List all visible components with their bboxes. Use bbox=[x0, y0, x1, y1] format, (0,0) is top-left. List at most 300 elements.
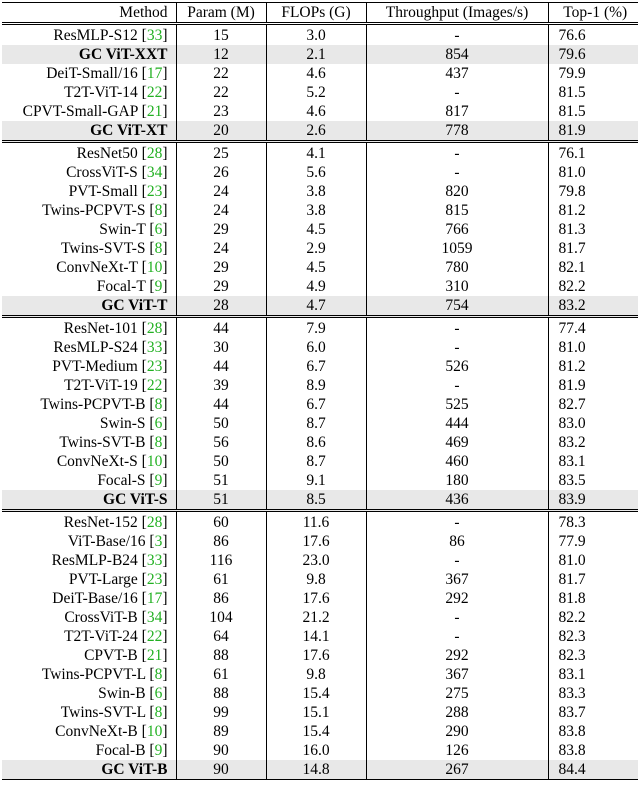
throughput-cell: - bbox=[366, 511, 548, 533]
citation-link[interactable]: 9 bbox=[154, 472, 163, 489]
param-cell: 20 bbox=[176, 121, 266, 142]
flops-cell: 4.6 bbox=[266, 102, 366, 121]
param-cell: 50 bbox=[176, 452, 266, 471]
flops-cell: 6.0 bbox=[266, 338, 366, 357]
method-cell: Twins-PCPVT-S [8] bbox=[2, 201, 176, 220]
flops-cell: 17.6 bbox=[266, 589, 366, 608]
table-group-3 bbox=[2, 317, 638, 511]
method-cell: ConvNeXt-T [10] bbox=[2, 258, 176, 277]
flops-cell: 14.8 bbox=[266, 760, 366, 780]
method-cell bbox=[2, 760, 176, 780]
flops-cell: 4.7 bbox=[266, 296, 366, 317]
method-name: Twins-PCPVT-S bbox=[42, 202, 146, 219]
table-row bbox=[2, 201, 638, 220]
method-cell: ConvNeXt-B [10] bbox=[2, 722, 176, 741]
throughput-cell: 275 bbox=[366, 684, 548, 703]
citation-link[interactable]: 28 bbox=[146, 320, 163, 337]
method-name: Twins-SVT-B bbox=[59, 434, 146, 451]
citation-link[interactable]: 3 bbox=[154, 533, 163, 550]
method-cell: Twins-SVT-L [8] bbox=[2, 703, 176, 722]
param-cell: 23 bbox=[176, 102, 266, 121]
throughput-cell: 820 bbox=[366, 182, 548, 201]
throughput-cell: 815 bbox=[366, 201, 548, 220]
method-cell bbox=[2, 490, 176, 511]
method-cell: Twins-SVT-S [8] bbox=[2, 239, 176, 258]
header-row bbox=[2, 3, 638, 24]
method-name: CrossViT-S bbox=[66, 164, 138, 181]
table-row bbox=[2, 665, 638, 684]
throughput-cell: 444 bbox=[366, 414, 548, 433]
throughput-cell: 86 bbox=[366, 532, 548, 551]
method-name: ViT-Base/16 bbox=[67, 533, 146, 550]
method-name: ResMLP-S24 bbox=[53, 339, 138, 356]
flops-cell: 6.7 bbox=[266, 357, 366, 376]
method-name: Twins-SVT-L bbox=[60, 704, 146, 721]
top1-cell: 83.3 bbox=[558, 685, 586, 702]
method-name: ConvNeXt-T bbox=[56, 259, 138, 276]
top1-cell: 81.5 bbox=[558, 84, 586, 101]
method-name: ConvNeXt-S bbox=[56, 453, 138, 470]
table-row bbox=[2, 142, 638, 164]
flops-cell: 14.1 bbox=[266, 627, 366, 646]
top1-cell: 83.1 bbox=[558, 666, 586, 683]
citation-link[interactable]: 33 bbox=[146, 552, 163, 569]
top1-cell: 81.2 bbox=[558, 202, 586, 219]
table-row bbox=[2, 760, 638, 780]
table-row bbox=[2, 490, 638, 511]
table-row bbox=[2, 258, 638, 277]
citation-link[interactable]: 10 bbox=[146, 453, 163, 470]
citation-link[interactable]: 6 bbox=[154, 685, 163, 702]
throughput-cell: 126 bbox=[366, 741, 548, 760]
citation-link[interactable]: 6 bbox=[154, 221, 163, 238]
citation-link[interactable]: 8 bbox=[154, 704, 163, 721]
table-row bbox=[2, 414, 638, 433]
table-row bbox=[2, 83, 638, 102]
flops-cell: 21.2 bbox=[266, 608, 366, 627]
method-name: ResMLP-B24 bbox=[51, 552, 138, 569]
param-cell: 51 bbox=[176, 490, 266, 511]
throughput-cell: 310 bbox=[366, 277, 548, 296]
method-name: ResMLP-S12 bbox=[53, 27, 138, 44]
citation-link[interactable]: 10 bbox=[146, 723, 163, 740]
param-cell: 88 bbox=[176, 646, 266, 665]
method-cell: ViT-Base/16 [3] bbox=[2, 532, 176, 551]
method-name: GC ViT-XT bbox=[90, 122, 168, 139]
flops-cell: 4.6 bbox=[266, 64, 366, 83]
top1-cell: 81.9 bbox=[548, 121, 638, 142]
table-row bbox=[2, 589, 638, 608]
top1-cell: 83.8 bbox=[558, 742, 586, 759]
flops-cell: 5.6 bbox=[266, 163, 366, 182]
method-name: GC ViT-S bbox=[103, 491, 168, 508]
method-cell: Twins-PCPVT-B [8] bbox=[2, 395, 176, 414]
table-row bbox=[2, 357, 638, 376]
param-cell: 29 bbox=[176, 277, 266, 296]
table-row bbox=[2, 433, 638, 452]
citation-link[interactable]: 8 bbox=[154, 434, 163, 451]
throughput-cell: 267 bbox=[366, 760, 548, 780]
method-cell: Twins-SVT-B [8] bbox=[2, 433, 176, 452]
method-name: ResNet-101 bbox=[63, 320, 138, 337]
citation-link[interactable]: 22 bbox=[146, 377, 163, 394]
table-row bbox=[2, 395, 638, 414]
top1-cell: 83.0 bbox=[558, 415, 586, 432]
table-row bbox=[2, 338, 638, 357]
param-cell: 50 bbox=[176, 414, 266, 433]
method-name: T2T-ViT-19 bbox=[64, 377, 138, 394]
table-group-1 bbox=[2, 24, 638, 142]
method-cell: Swin-B [6] bbox=[2, 684, 176, 703]
top1-cell: 82.2 bbox=[558, 278, 586, 295]
header-throughput: Throughput (Images/s) bbox=[366, 3, 548, 24]
method-cell: ResMLP-S24 [33] bbox=[2, 338, 176, 357]
flops-cell: 8.7 bbox=[266, 452, 366, 471]
throughput-cell: 526 bbox=[366, 357, 548, 376]
method-name: Focal-T bbox=[96, 278, 146, 295]
top1-cell: 83.5 bbox=[558, 472, 586, 489]
top1-cell: 83.9 bbox=[548, 490, 638, 511]
citation-link[interactable]: 8 bbox=[154, 240, 163, 257]
throughput-cell: - bbox=[366, 376, 548, 395]
method-cell: DeiT-Small/16 [17] bbox=[2, 64, 176, 83]
citation-link[interactable]: 17 bbox=[146, 65, 163, 82]
table-row bbox=[2, 703, 638, 722]
top1-cell: 81.0 bbox=[558, 552, 586, 569]
param-cell: 29 bbox=[176, 258, 266, 277]
citation-link[interactable]: 8 bbox=[154, 666, 163, 683]
table-row bbox=[2, 570, 638, 589]
table-row bbox=[2, 64, 638, 83]
throughput-cell: 292 bbox=[366, 646, 548, 665]
throughput-cell: 854 bbox=[366, 45, 548, 64]
method-cell: CPVT-Small-GAP [21] bbox=[2, 102, 176, 121]
top1-cell: 82.7 bbox=[558, 396, 586, 413]
method-name: CPVT-Small-GAP bbox=[22, 103, 138, 120]
flops-cell: 15.1 bbox=[266, 703, 366, 722]
method-cell: CrossViT-S [34] bbox=[2, 163, 176, 182]
flops-cell: 15.4 bbox=[266, 722, 366, 741]
throughput-cell: - bbox=[366, 627, 548, 646]
param-cell: 24 bbox=[176, 239, 266, 258]
method-name: Focal-B bbox=[95, 742, 146, 759]
throughput-cell: 469 bbox=[366, 433, 548, 452]
method-name: GC ViT-XXT bbox=[78, 46, 168, 63]
citation-link[interactable]: 33 bbox=[146, 27, 163, 44]
flops-cell: 4.5 bbox=[266, 220, 366, 239]
citation-link[interactable]: 9 bbox=[154, 742, 163, 759]
flops-cell: 9.8 bbox=[266, 570, 366, 589]
top1-cell: 76.6 bbox=[558, 27, 586, 44]
throughput-cell: 766 bbox=[366, 220, 548, 239]
citation-link[interactable]: 23 bbox=[146, 571, 163, 588]
throughput-cell: - bbox=[366, 163, 548, 182]
throughput-cell: 367 bbox=[366, 665, 548, 684]
method-cell: T2T-ViT-24 [22] bbox=[2, 627, 176, 646]
table-row bbox=[2, 277, 638, 296]
header-method: Method bbox=[2, 3, 176, 24]
param-cell: 44 bbox=[176, 395, 266, 414]
flops-cell: 6.7 bbox=[266, 395, 366, 414]
header-param: Param (M) bbox=[176, 3, 266, 24]
method-name: GC ViT-T bbox=[101, 297, 168, 314]
flops-cell: 9.8 bbox=[266, 665, 366, 684]
citation-link[interactable]: 28 bbox=[146, 145, 163, 162]
citation-link[interactable]: 21 bbox=[146, 103, 163, 120]
flops-cell: 4.5 bbox=[266, 258, 366, 277]
method-cell: CrossViT-B [34] bbox=[2, 608, 176, 627]
param-cell: 89 bbox=[176, 722, 266, 741]
method-name: GC ViT-B bbox=[101, 761, 168, 778]
table-row bbox=[2, 376, 638, 395]
method-name: Twins-PCPVT-B bbox=[40, 396, 146, 413]
method-name: CrossViT-B bbox=[64, 609, 138, 626]
citation-link[interactable]: 9 bbox=[154, 278, 163, 295]
method-name: T2T-ViT-14 bbox=[64, 84, 138, 101]
throughput-cell: 292 bbox=[366, 589, 548, 608]
method-cell: PVT-Medium [23] bbox=[2, 357, 176, 376]
flops-cell: 8.7 bbox=[266, 414, 366, 433]
param-cell: 104 bbox=[176, 608, 266, 627]
method-name: ResNet-152 bbox=[63, 514, 138, 531]
table-row bbox=[2, 684, 638, 703]
flops-cell: 8.6 bbox=[266, 433, 366, 452]
method-name: Focal-S bbox=[97, 472, 146, 489]
flops-cell: 9.1 bbox=[266, 471, 366, 490]
param-cell: 44 bbox=[176, 317, 266, 339]
top1-cell: 84.4 bbox=[548, 760, 638, 780]
param-cell: 24 bbox=[176, 201, 266, 220]
citation-link[interactable]: 23 bbox=[146, 358, 163, 375]
top1-cell: 79.9 bbox=[558, 65, 586, 82]
table-row bbox=[2, 121, 638, 142]
results-table bbox=[2, 2, 638, 780]
flops-cell: 15.4 bbox=[266, 684, 366, 703]
table-row bbox=[2, 551, 638, 570]
citation-link[interactable]: 33 bbox=[146, 339, 163, 356]
citation-link[interactable]: 22 bbox=[146, 628, 163, 645]
table-header bbox=[2, 3, 638, 24]
flops-cell: 4.9 bbox=[266, 277, 366, 296]
method-cell: Swin-T [6] bbox=[2, 220, 176, 239]
citation-link[interactable]: 17 bbox=[146, 590, 163, 607]
table-row bbox=[2, 102, 638, 121]
table-group-4 bbox=[2, 511, 638, 780]
throughput-cell: - bbox=[366, 317, 548, 339]
method-name: DeiT-Base/16 bbox=[52, 590, 138, 607]
top1-cell: 76.1 bbox=[558, 145, 586, 162]
flops-cell: 7.9 bbox=[266, 317, 366, 339]
method-name: Swin-S bbox=[99, 415, 146, 432]
flops-cell: 3.8 bbox=[266, 182, 366, 201]
table-row bbox=[2, 511, 638, 533]
flops-cell: 3.0 bbox=[266, 24, 366, 46]
top1-cell: 82.2 bbox=[558, 609, 586, 626]
method-cell: PVT-Large [23] bbox=[2, 570, 176, 589]
top1-cell: 81.7 bbox=[558, 240, 586, 257]
param-cell: 26 bbox=[176, 163, 266, 182]
results-table-page bbox=[0, 2, 640, 790]
throughput-cell: - bbox=[366, 338, 548, 357]
param-cell: 30 bbox=[176, 338, 266, 357]
param-cell: 56 bbox=[176, 433, 266, 452]
method-cell: T2T-ViT-19 [22] bbox=[2, 376, 176, 395]
param-cell: 88 bbox=[176, 684, 266, 703]
throughput-cell: 754 bbox=[366, 296, 548, 317]
flops-cell: 16.0 bbox=[266, 741, 366, 760]
throughput-cell: - bbox=[366, 83, 548, 102]
citation-link[interactable]: 21 bbox=[146, 647, 163, 664]
flops-cell: 8.5 bbox=[266, 490, 366, 511]
flops-cell: 2.6 bbox=[266, 121, 366, 142]
method-cell: Focal-B [9] bbox=[2, 741, 176, 760]
param-cell: 61 bbox=[176, 665, 266, 684]
method-name: ConvNeXt-B bbox=[55, 723, 138, 740]
method-cell: Swin-S [6] bbox=[2, 414, 176, 433]
table-row bbox=[2, 296, 638, 317]
method-cell: ResNet-152 [28] bbox=[2, 511, 176, 533]
table-row bbox=[2, 182, 638, 201]
throughput-cell: - bbox=[366, 142, 548, 164]
throughput-cell: - bbox=[366, 24, 548, 46]
flops-cell: 2.9 bbox=[266, 239, 366, 258]
flops-cell: 17.6 bbox=[266, 532, 366, 551]
table-group-2 bbox=[2, 142, 638, 317]
table-row bbox=[2, 722, 638, 741]
method-name: CPVT-B bbox=[84, 647, 138, 664]
param-cell: 29 bbox=[176, 220, 266, 239]
param-cell: 99 bbox=[176, 703, 266, 722]
throughput-cell: 436 bbox=[366, 490, 548, 511]
method-cell: Focal-S [9] bbox=[2, 471, 176, 490]
table-row bbox=[2, 239, 638, 258]
param-cell: 44 bbox=[176, 357, 266, 376]
flops-cell: 4.1 bbox=[266, 142, 366, 164]
table-row bbox=[2, 24, 638, 46]
top1-cell: 79.8 bbox=[558, 183, 586, 200]
citation-link[interactable]: 34 bbox=[146, 609, 163, 626]
param-cell: 22 bbox=[176, 83, 266, 102]
flops-cell: 8.9 bbox=[266, 376, 366, 395]
throughput-cell: 460 bbox=[366, 452, 548, 471]
table-row bbox=[2, 163, 638, 182]
method-cell: Twins-PCPVT-L [8] bbox=[2, 665, 176, 684]
method-cell bbox=[2, 121, 176, 142]
param-cell: 60 bbox=[176, 511, 266, 533]
method-cell: ResMLP-B24 [33] bbox=[2, 551, 176, 570]
citation-link[interactable]: 8 bbox=[154, 202, 163, 219]
citation-link[interactable]: 8 bbox=[154, 396, 163, 413]
throughput-cell: 180 bbox=[366, 471, 548, 490]
citation-link[interactable]: 34 bbox=[146, 164, 163, 181]
method-cell: ResNet-101 [28] bbox=[2, 317, 176, 339]
method-name: PVT-Small bbox=[68, 183, 138, 200]
flops-cell: 17.6 bbox=[266, 646, 366, 665]
top1-cell: 79.6 bbox=[548, 45, 638, 64]
param-cell: 90 bbox=[176, 760, 266, 780]
citation-link[interactable]: 10 bbox=[146, 259, 163, 276]
top1-cell: 82.3 bbox=[558, 647, 586, 664]
citation-link[interactable]: 6 bbox=[154, 415, 163, 432]
method-name: Twins-PCPVT-L bbox=[41, 666, 146, 683]
param-cell: 64 bbox=[176, 627, 266, 646]
table-row bbox=[2, 45, 638, 64]
top1-cell: 78.3 bbox=[558, 514, 586, 531]
method-cell: CPVT-B [21] bbox=[2, 646, 176, 665]
method-cell: ConvNeXt-S [10] bbox=[2, 452, 176, 471]
throughput-cell: 290 bbox=[366, 722, 548, 741]
method-cell bbox=[2, 296, 176, 317]
flops-cell: 11.6 bbox=[266, 511, 366, 533]
method-name: PVT-Medium bbox=[52, 358, 138, 375]
citation-link[interactable]: 28 bbox=[146, 514, 163, 531]
table-row bbox=[2, 471, 638, 490]
citation-link[interactable]: 22 bbox=[146, 84, 163, 101]
header-flops: FLOPs (G) bbox=[266, 3, 366, 24]
table-row bbox=[2, 452, 638, 471]
method-cell: T2T-ViT-14 [22] bbox=[2, 83, 176, 102]
top1-cell: 81.9 bbox=[558, 377, 586, 394]
method-name: ResNet50 bbox=[76, 145, 138, 162]
throughput-cell: 817 bbox=[366, 102, 548, 121]
top1-cell: 82.3 bbox=[558, 628, 586, 645]
param-cell: 28 bbox=[176, 296, 266, 317]
table-row bbox=[2, 220, 638, 239]
flops-cell: 2.1 bbox=[266, 45, 366, 64]
method-name: T2T-ViT-24 bbox=[64, 628, 138, 645]
throughput-cell: 780 bbox=[366, 258, 548, 277]
flops-cell: 23.0 bbox=[266, 551, 366, 570]
throughput-cell: 437 bbox=[366, 64, 548, 83]
top1-cell: 83.2 bbox=[558, 434, 586, 451]
method-cell: Focal-T [9] bbox=[2, 277, 176, 296]
top1-cell: 81.5 bbox=[558, 103, 586, 120]
top1-cell: 82.1 bbox=[558, 259, 586, 276]
method-name: Swin-T bbox=[99, 221, 146, 238]
throughput-cell: 1059 bbox=[366, 239, 548, 258]
param-cell: 90 bbox=[176, 741, 266, 760]
method-cell: PVT-Small [23] bbox=[2, 182, 176, 201]
citation-link[interactable]: 23 bbox=[146, 183, 163, 200]
table-row bbox=[2, 646, 638, 665]
param-cell: 24 bbox=[176, 182, 266, 201]
param-cell: 51 bbox=[176, 471, 266, 490]
header-top1: Top-1 (%) bbox=[563, 4, 628, 21]
table-row bbox=[2, 608, 638, 627]
flops-cell: 5.2 bbox=[266, 83, 366, 102]
top1-cell: 77.9 bbox=[558, 533, 586, 550]
top1-cell: 83.2 bbox=[548, 296, 638, 317]
table-row bbox=[2, 627, 638, 646]
top1-cell: 83.1 bbox=[558, 453, 586, 470]
method-cell: DeiT-Base/16 [17] bbox=[2, 589, 176, 608]
top1-cell: 81.3 bbox=[558, 221, 586, 238]
param-cell: 12 bbox=[176, 45, 266, 64]
param-cell: 86 bbox=[176, 589, 266, 608]
method-cell: ResNet50 [28] bbox=[2, 142, 176, 164]
top1-cell: 83.8 bbox=[558, 723, 586, 740]
throughput-cell: 367 bbox=[366, 570, 548, 589]
throughput-cell: - bbox=[366, 608, 548, 627]
top1-cell: 81.0 bbox=[558, 339, 586, 356]
method-name: DeiT-Small/16 bbox=[46, 65, 138, 82]
flops-cell: 3.8 bbox=[266, 201, 366, 220]
param-cell: 86 bbox=[176, 532, 266, 551]
top1-cell: 81.8 bbox=[558, 590, 586, 607]
top1-cell: 81.2 bbox=[558, 358, 586, 375]
top1-cell: 81.0 bbox=[558, 164, 586, 181]
method-name: Swin-B bbox=[98, 685, 146, 702]
